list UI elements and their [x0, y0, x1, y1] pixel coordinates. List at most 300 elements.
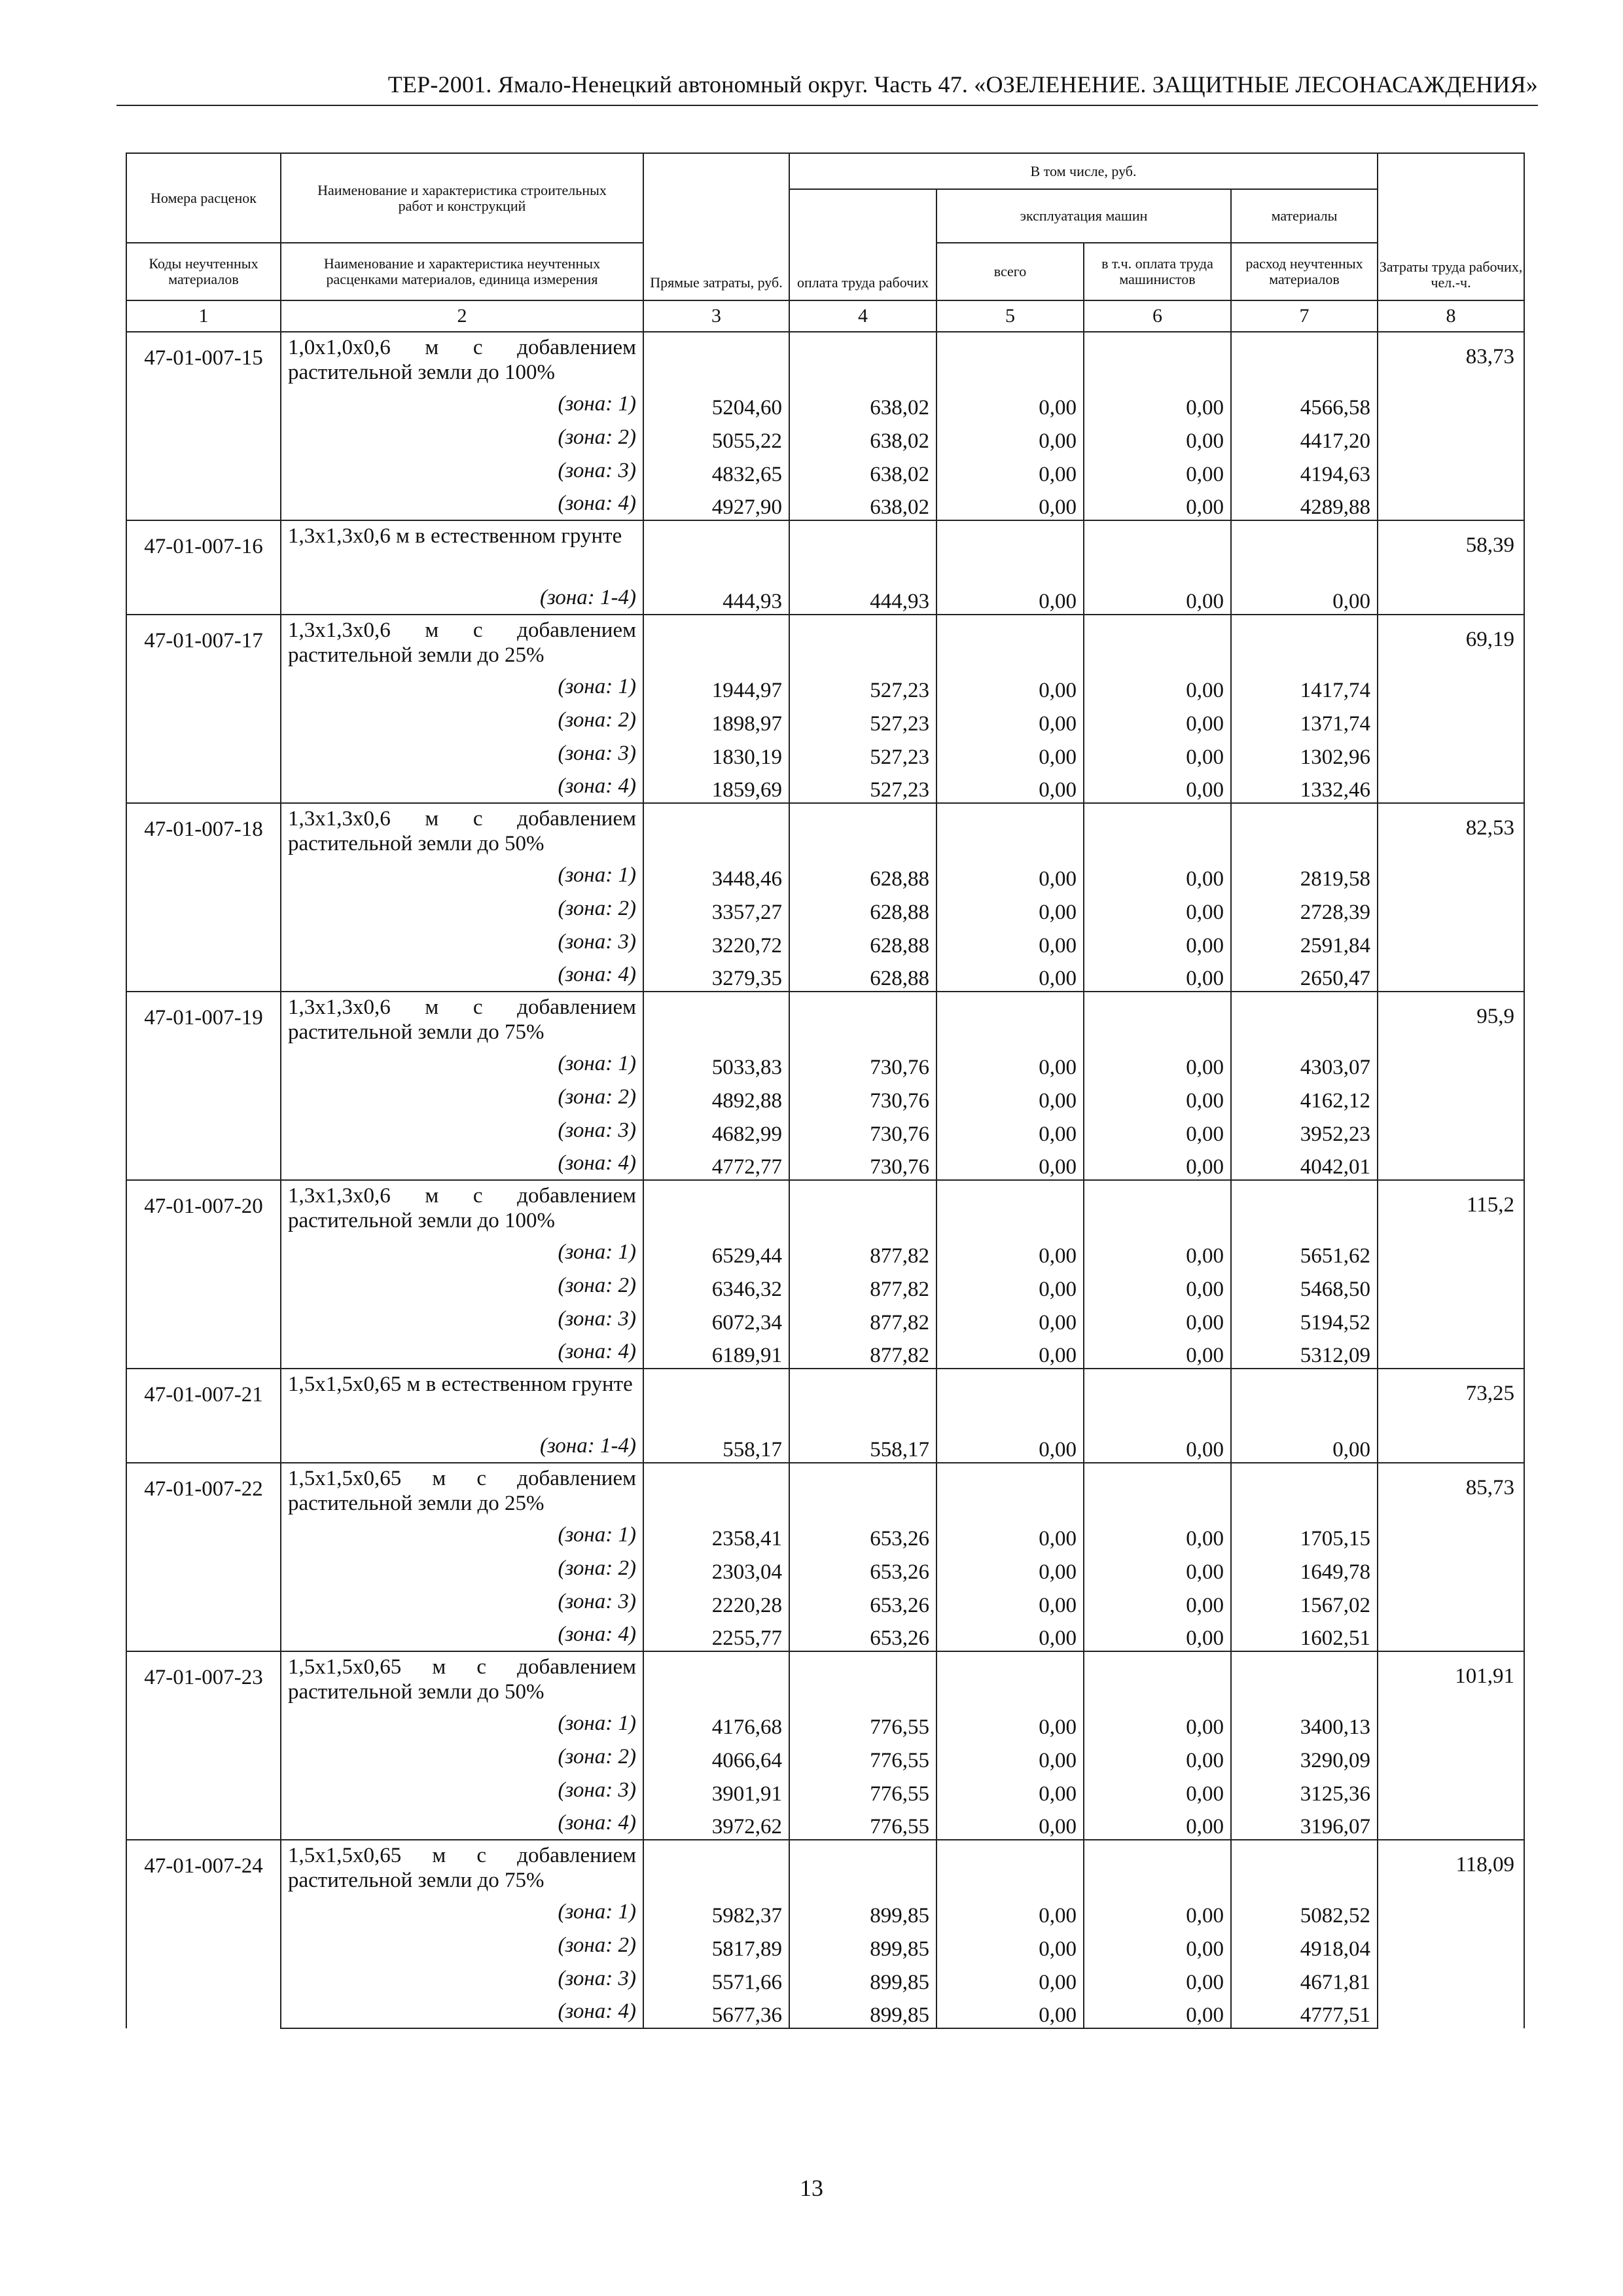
- header-work-name: Наименование и характеристика строительных работ и конструкций: [281, 153, 643, 243]
- rate-title: 1,3х1,3х0,6 м с добавлением растительной земли до 100%: [288, 1184, 636, 1232]
- zone-row: [126, 1962, 1524, 1995]
- direct-cost: 6529,44: [643, 1235, 789, 1268]
- direct-cost: 5571,66: [643, 1962, 789, 1995]
- machinist-pay: 0,00: [1084, 1147, 1231, 1180]
- zone-row: [126, 736, 1524, 770]
- materials-cost: 1649,78: [1231, 1551, 1378, 1585]
- header-materials: материалы: [1231, 189, 1378, 243]
- rate-title-row: [126, 1840, 1524, 1895]
- worker-pay: 653,26: [789, 1618, 936, 1651]
- column-number: 4: [789, 300, 936, 332]
- machinist-pay: 0,00: [1084, 1618, 1231, 1651]
- machines-total: 0,00: [936, 1047, 1084, 1080]
- materials-cost: 4566,58: [1231, 387, 1378, 420]
- machinist-pay: 0,00: [1084, 420, 1231, 454]
- zone-label: (зона: 3): [558, 1118, 636, 1142]
- worker-pay: 628,88: [789, 891, 936, 925]
- machines-total: 0,00: [936, 1335, 1084, 1369]
- machines-total: 0,00: [936, 420, 1084, 454]
- direct-cost: 2358,41: [643, 1518, 789, 1551]
- machines-total: 0,00: [936, 1302, 1084, 1335]
- direct-cost: 5677,36: [643, 1995, 789, 2028]
- labor-cost: 69,19: [1378, 615, 1524, 803]
- machinist-pay: 0,00: [1084, 1585, 1231, 1618]
- worker-pay: 558,17: [789, 1429, 936, 1463]
- worker-pay: 527,23: [789, 670, 936, 703]
- machinist-pay: 0,00: [1084, 1080, 1231, 1113]
- direct-cost: 1898,97: [643, 703, 789, 736]
- zone-label: (зона: 1): [558, 1711, 636, 1735]
- rate-title: 1,5х1,5х0,65 м с добавлением растительной земли до 75%: [288, 1844, 636, 1892]
- rate-title: 1,0х1,0х0,6 м с добавлением растительной земли до 100%: [288, 336, 636, 384]
- column-number: 3: [643, 300, 789, 332]
- machines-total: 0,00: [936, 1585, 1084, 1618]
- zone-row: [126, 1113, 1524, 1147]
- header-including: В том числе, руб.: [789, 153, 1378, 189]
- worker-pay: 638,02: [789, 487, 936, 520]
- labor-cost: 118,09: [1378, 1840, 1524, 2028]
- worker-pay: 638,02: [789, 420, 936, 454]
- zone-row: [126, 925, 1524, 958]
- labor-cost: 58,39: [1378, 520, 1524, 615]
- direct-cost: 3357,27: [643, 891, 789, 925]
- zone-row: [126, 1335, 1524, 1369]
- machinist-pay: 0,00: [1084, 1895, 1231, 1928]
- zone-row: [126, 1806, 1524, 1840]
- rate-title: 1,3х1,3х0,6 м с добавлением растительной земли до 50%: [288, 807, 636, 855]
- zone-row: [126, 581, 1524, 615]
- materials-cost: 1417,74: [1231, 670, 1378, 703]
- zone-row: [126, 1047, 1524, 1080]
- worker-pay: 899,85: [789, 1962, 936, 1995]
- direct-cost: 1944,97: [643, 670, 789, 703]
- materials-cost: 4303,07: [1231, 1047, 1378, 1080]
- machines-total: 0,00: [936, 1268, 1084, 1302]
- materials-cost: 3125,36: [1231, 1773, 1378, 1806]
- materials-cost: 4417,20: [1231, 420, 1378, 454]
- zone-label: (зона: 4): [558, 1811, 636, 1835]
- machines-total: 0,00: [936, 1706, 1084, 1740]
- direct-cost: 4066,64: [643, 1740, 789, 1773]
- machines-total: 0,00: [936, 1551, 1084, 1585]
- zone-label: (зона: 3): [558, 1306, 636, 1331]
- materials-cost: 2819,58: [1231, 858, 1378, 891]
- machinist-pay: 0,00: [1084, 1113, 1231, 1147]
- zone-label: (зона: 1): [558, 1522, 636, 1547]
- labor-cost: 115,2: [1378, 1180, 1524, 1369]
- machines-total: 0,00: [936, 1773, 1084, 1806]
- rate-title-row: [126, 1463, 1524, 1518]
- materials-cost: 3290,09: [1231, 1740, 1378, 1773]
- machines-total: 0,00: [936, 1429, 1084, 1463]
- zone-label: (зона: 1): [558, 674, 636, 698]
- worker-pay: 444,93: [789, 581, 936, 615]
- zone-label: (зона: 3): [558, 458, 636, 482]
- header-unaccounted-materials: расход неучтенных материалов: [1231, 243, 1378, 300]
- zone-row: [126, 1895, 1524, 1928]
- zone-label: (зона: 1): [558, 863, 636, 887]
- machines-total: 0,00: [936, 958, 1084, 992]
- zone-label: (зона: 4): [558, 492, 636, 515]
- materials-cost: 1602,51: [1231, 1618, 1378, 1651]
- zone-label: (зона: 3): [558, 929, 636, 954]
- rate-code: 47-01-007-15: [126, 332, 281, 520]
- zone-label: (зона: 1): [558, 1899, 636, 1924]
- materials-cost: 1705,15: [1231, 1518, 1378, 1551]
- materials-cost: 1332,46: [1231, 770, 1378, 803]
- zone-row: [126, 958, 1524, 992]
- direct-cost: 2255,77: [643, 1618, 789, 1651]
- direct-cost: 5982,37: [643, 1895, 789, 1928]
- machines-total: 0,00: [936, 1147, 1084, 1180]
- zone-row: [126, 1268, 1524, 1302]
- materials-cost: 4671,81: [1231, 1962, 1378, 1995]
- header-machinist-pay: в т.ч. оплата труда машинистов: [1084, 243, 1231, 300]
- worker-pay: 730,76: [789, 1113, 936, 1147]
- rate-title-row: [126, 992, 1524, 1047]
- zone-row: [126, 770, 1524, 803]
- zone-row: [126, 1706, 1524, 1740]
- materials-cost: 0,00: [1231, 581, 1378, 615]
- rate-title: 1,5х1,5х0,65 м в естественном грунте: [288, 1372, 633, 1396]
- zone-label: (зона: 3): [558, 741, 636, 765]
- direct-cost: 1830,19: [643, 736, 789, 770]
- machinist-pay: 0,00: [1084, 1928, 1231, 1962]
- zone-label: (зона: 2): [558, 708, 636, 732]
- machines-total: 0,00: [936, 1928, 1084, 1962]
- direct-cost: 4927,90: [643, 487, 789, 520]
- rate-code: 47-01-007-23: [126, 1651, 281, 1840]
- materials-cost: 0,00: [1231, 1429, 1378, 1463]
- machines-total: 0,00: [936, 1235, 1084, 1268]
- machines-total: 0,00: [936, 1740, 1084, 1773]
- zone-row: [126, 1147, 1524, 1180]
- materials-cost: 2728,39: [1231, 891, 1378, 925]
- zone-row: [126, 1928, 1524, 1962]
- direct-cost: 3448,46: [643, 858, 789, 891]
- zone-label: (зона: 2): [558, 1085, 636, 1109]
- rate-code: 47-01-007-21: [126, 1369, 281, 1463]
- zone-label: (зона: 3): [558, 1589, 636, 1613]
- machinist-pay: 0,00: [1084, 487, 1231, 520]
- zone-label: (зона: 1): [558, 391, 636, 416]
- zone-row: [126, 1773, 1524, 1806]
- worker-pay: 653,26: [789, 1518, 936, 1551]
- machines-total: 0,00: [936, 736, 1084, 770]
- materials-cost: 2591,84: [1231, 925, 1378, 958]
- machinist-pay: 0,00: [1084, 770, 1231, 803]
- zone-label: (зона: 1): [558, 1240, 636, 1264]
- zone-label: (зона: 4): [558, 1623, 636, 1646]
- direct-cost: 6189,91: [643, 1335, 789, 1369]
- machinist-pay: 0,00: [1084, 1962, 1231, 1995]
- labor-cost: 83,73: [1378, 332, 1524, 520]
- rate-title-row: [126, 1180, 1524, 1235]
- zone-row: [126, 1429, 1524, 1463]
- zone-label: (зона: 4): [558, 1340, 636, 1363]
- worker-pay: 628,88: [789, 925, 936, 958]
- rate-title: 1,3х1,3х0,6 м с добавлением растительной земли до 75%: [288, 996, 636, 1044]
- zone-row: [126, 703, 1524, 736]
- zone-row: [126, 670, 1524, 703]
- rates-table-body: [126, 332, 1524, 2028]
- column-number: 1: [126, 300, 281, 332]
- worker-pay: 628,88: [789, 958, 936, 992]
- worker-pay: 527,23: [789, 736, 936, 770]
- machines-total: 0,00: [936, 454, 1084, 487]
- zone-row: [126, 487, 1524, 520]
- worker-pay: 628,88: [789, 858, 936, 891]
- machines-total: 0,00: [936, 891, 1084, 925]
- materials-cost: 1302,96: [1231, 736, 1378, 770]
- machines-total: 0,00: [936, 1962, 1084, 1995]
- rate-code: 47-01-007-20: [126, 1180, 281, 1369]
- machines-total: 0,00: [936, 1806, 1084, 1840]
- zone-label: (зона: 4): [558, 774, 636, 798]
- direct-cost: 4772,77: [643, 1147, 789, 1180]
- worker-pay: 776,55: [789, 1740, 936, 1773]
- labor-cost: 101,91: [1378, 1651, 1524, 1840]
- zone-row: [126, 858, 1524, 891]
- worker-pay: 653,26: [789, 1585, 936, 1618]
- worker-pay: 899,85: [789, 1928, 936, 1962]
- header-labor-costs: Затраты труда рабочих, чел.-ч.: [1378, 153, 1524, 300]
- materials-cost: 3196,07: [1231, 1806, 1378, 1840]
- header-material-codes: Коды неучтенных материалов: [126, 243, 281, 300]
- zone-row: [126, 1302, 1524, 1335]
- zone-row: [126, 1551, 1524, 1585]
- column-number: 2: [281, 300, 643, 332]
- machinist-pay: 0,00: [1084, 1429, 1231, 1463]
- zone-row: [126, 1518, 1524, 1551]
- machines-total: 0,00: [936, 670, 1084, 703]
- machinist-pay: 0,00: [1084, 925, 1231, 958]
- labor-cost: 82,53: [1378, 803, 1524, 992]
- zone-label: (зона: 4): [558, 963, 636, 986]
- zone-label: (зона: 1): [558, 1051, 636, 1075]
- machinist-pay: 0,00: [1084, 858, 1231, 891]
- direct-cost: 2220,28: [643, 1585, 789, 1618]
- machines-total: 0,00: [936, 1895, 1084, 1928]
- direct-cost: 5817,89: [643, 1928, 789, 1962]
- zone-label: (зона: 4): [558, 2000, 636, 2023]
- machinist-pay: 0,00: [1084, 1518, 1231, 1551]
- zone-row: [126, 1585, 1524, 1618]
- zone-label: (зона: 2): [558, 1556, 636, 1580]
- direct-cost: 3220,72: [643, 925, 789, 958]
- machinist-pay: 0,00: [1084, 670, 1231, 703]
- direct-cost: 3901,91: [643, 1773, 789, 1806]
- worker-pay: 730,76: [789, 1147, 936, 1180]
- zone-row: [126, 1080, 1524, 1113]
- materials-cost: 4042,01: [1231, 1147, 1378, 1180]
- direct-cost: 1859,69: [643, 770, 789, 803]
- machines-total: 0,00: [936, 858, 1084, 891]
- direct-cost: 4176,68: [643, 1706, 789, 1740]
- zone-label: (зона: 2): [558, 896, 636, 920]
- zone-label: (зона: 3): [558, 1778, 636, 1802]
- zone-row: [126, 420, 1524, 454]
- materials-cost: 5312,09: [1231, 1335, 1378, 1369]
- zone-label: (зона: 2): [558, 1744, 636, 1768]
- direct-cost: 2303,04: [643, 1551, 789, 1585]
- worker-pay: 527,23: [789, 703, 936, 736]
- materials-cost: 1371,74: [1231, 703, 1378, 736]
- zone-label: (зона: 2): [558, 1933, 636, 1957]
- rate-title: 1,3х1,3х0,6 м в естественном грунте: [288, 524, 622, 548]
- column-number: 5: [936, 300, 1084, 332]
- materials-cost: 5651,62: [1231, 1235, 1378, 1268]
- zone-row: [126, 891, 1524, 925]
- worker-pay: 638,02: [789, 387, 936, 420]
- machinist-pay: 0,00: [1084, 1302, 1231, 1335]
- header-direct-costs: Прямые затраты, руб.: [643, 153, 789, 300]
- direct-cost: 4892,88: [643, 1080, 789, 1113]
- machinist-pay: 0,00: [1084, 1773, 1231, 1806]
- rate-code: 47-01-007-18: [126, 803, 281, 992]
- direct-cost: 5204,60: [643, 387, 789, 420]
- machinist-pay: 0,00: [1084, 1268, 1231, 1302]
- machinist-pay: 0,00: [1084, 703, 1231, 736]
- rate-title-row: [126, 1651, 1524, 1706]
- worker-pay: 877,82: [789, 1235, 936, 1268]
- machines-total: 0,00: [936, 1518, 1084, 1551]
- machinist-pay: 0,00: [1084, 581, 1231, 615]
- machinist-pay: 0,00: [1084, 1551, 1231, 1585]
- worker-pay: 877,82: [789, 1335, 936, 1369]
- machinist-pay: 0,00: [1084, 1995, 1231, 2028]
- zone-label: (зона: 4): [558, 1151, 636, 1175]
- worker-pay: 899,85: [789, 1995, 936, 2028]
- machines-total: 0,00: [936, 387, 1084, 420]
- rate-code: 47-01-007-17: [126, 615, 281, 803]
- zone-label: (зона: 2): [558, 1273, 636, 1297]
- labor-cost: 85,73: [1378, 1463, 1524, 1651]
- materials-cost: 4194,63: [1231, 454, 1378, 487]
- materials-cost: 4162,12: [1231, 1080, 1378, 1113]
- worker-pay: 877,82: [789, 1268, 936, 1302]
- machines-total: 0,00: [936, 770, 1084, 803]
- direct-cost: 444,93: [643, 581, 789, 615]
- direct-cost: 4682,99: [643, 1113, 789, 1147]
- rate-title-row: [126, 1369, 1524, 1429]
- materials-cost: 2650,47: [1231, 958, 1378, 992]
- machinist-pay: 0,00: [1084, 1235, 1231, 1268]
- materials-cost: 5468,50: [1231, 1268, 1378, 1302]
- rate-title-row: [126, 803, 1524, 858]
- materials-cost: 3952,23: [1231, 1113, 1378, 1147]
- rate-title: 1,5х1,5х0,65 м с добавлением растительной земли до 50%: [288, 1655, 636, 1704]
- column-number: 7: [1231, 300, 1378, 332]
- zone-row: [126, 387, 1524, 420]
- direct-cost: 3279,35: [643, 958, 789, 992]
- worker-pay: 638,02: [789, 454, 936, 487]
- materials-cost: 3400,13: [1231, 1706, 1378, 1740]
- worker-pay: 527,23: [789, 770, 936, 803]
- zone-row: [126, 1740, 1524, 1773]
- worker-pay: 776,55: [789, 1706, 936, 1740]
- worker-pay: 877,82: [789, 1302, 936, 1335]
- machinist-pay: 0,00: [1084, 454, 1231, 487]
- machinist-pay: 0,00: [1084, 1047, 1231, 1080]
- header-machines-total: всего: [936, 243, 1084, 300]
- rate-code: 47-01-007-24: [126, 1840, 281, 2028]
- worker-pay: 730,76: [789, 1047, 936, 1080]
- rate-title-row: [126, 520, 1524, 581]
- zone-row: [126, 1618, 1524, 1651]
- column-numbers-row: [126, 300, 1524, 332]
- worker-pay: 899,85: [789, 1895, 936, 1928]
- machinist-pay: 0,00: [1084, 958, 1231, 992]
- zone-row: [126, 454, 1524, 487]
- machinist-pay: 0,00: [1084, 1335, 1231, 1369]
- direct-cost: 6346,32: [643, 1268, 789, 1302]
- rates-table: [126, 152, 1525, 2029]
- zone-row: [126, 1235, 1524, 1268]
- machinist-pay: 0,00: [1084, 736, 1231, 770]
- zone-label: (зона: 1-4): [539, 1434, 636, 1458]
- machines-total: 0,00: [936, 1618, 1084, 1651]
- rate-code: 47-01-007-16: [126, 520, 281, 615]
- machines-total: 0,00: [936, 581, 1084, 615]
- header-material-names: Наименование и характеристика неучтенных расценками материалов, единица измерения: [281, 243, 643, 300]
- materials-cost: 1567,02: [1231, 1585, 1378, 1618]
- machines-total: 0,00: [936, 487, 1084, 520]
- zone-row: [126, 1995, 1524, 2028]
- header-rule: [116, 105, 1538, 106]
- machinist-pay: 0,00: [1084, 1706, 1231, 1740]
- machinist-pay: 0,00: [1084, 1806, 1231, 1840]
- worker-pay: 776,55: [789, 1773, 936, 1806]
- machines-total: 0,00: [936, 1113, 1084, 1147]
- materials-cost: 4289,88: [1231, 487, 1378, 520]
- worker-pay: 730,76: [789, 1080, 936, 1113]
- materials-cost: 4777,51: [1231, 1995, 1378, 2028]
- direct-cost: 4832,65: [643, 454, 789, 487]
- header-rate-numbers: Номера расценок: [126, 153, 281, 243]
- rate-code: 47-01-007-22: [126, 1463, 281, 1651]
- direct-cost: 6072,34: [643, 1302, 789, 1335]
- machines-total: 0,00: [936, 1995, 1084, 2028]
- machinist-pay: 0,00: [1084, 1740, 1231, 1773]
- machines-total: 0,00: [936, 1080, 1084, 1113]
- page-number: 13: [800, 2175, 823, 2201]
- rate-title-row: [126, 615, 1524, 670]
- column-number: 6: [1084, 300, 1231, 332]
- direct-cost: 558,17: [643, 1429, 789, 1463]
- machinist-pay: 0,00: [1084, 891, 1231, 925]
- zone-label: (зона: 3): [558, 1966, 636, 1990]
- materials-cost: 5082,52: [1231, 1895, 1378, 1928]
- header-machine-operation: эксплуатация машин: [936, 189, 1231, 243]
- direct-cost: 5055,22: [643, 420, 789, 454]
- zone-label: (зона: 1-4): [539, 586, 636, 609]
- worker-pay: 776,55: [789, 1806, 936, 1840]
- direct-cost: 3972,62: [643, 1806, 789, 1840]
- rate-title: 1,5х1,5х0,65 м с добавлением растительной земли до 25%: [288, 1467, 636, 1515]
- rate-title-row: [126, 332, 1524, 387]
- rate-title: 1,3х1,3х0,6 м с добавлением растительной земли до 25%: [288, 619, 636, 667]
- zone-label: (зона: 2): [558, 425, 636, 449]
- rate-code: 47-01-007-19: [126, 992, 281, 1180]
- document-header: ТЕР-2001. Ямало-Ненецкий автономный округ. Часть 47. «ОЗЕЛЕНЕНИЕ. ЗАЩИТНЫЕ ЛЕСОНАСАЖДЕНИЯ»: [387, 71, 1538, 98]
- materials-cost: 4918,04: [1231, 1928, 1378, 1962]
- materials-cost: 5194,52: [1231, 1302, 1378, 1335]
- labor-cost: 73,25: [1378, 1369, 1524, 1463]
- worker-pay: 653,26: [789, 1551, 936, 1585]
- machines-total: 0,00: [936, 703, 1084, 736]
- direct-cost: 5033,83: [643, 1047, 789, 1080]
